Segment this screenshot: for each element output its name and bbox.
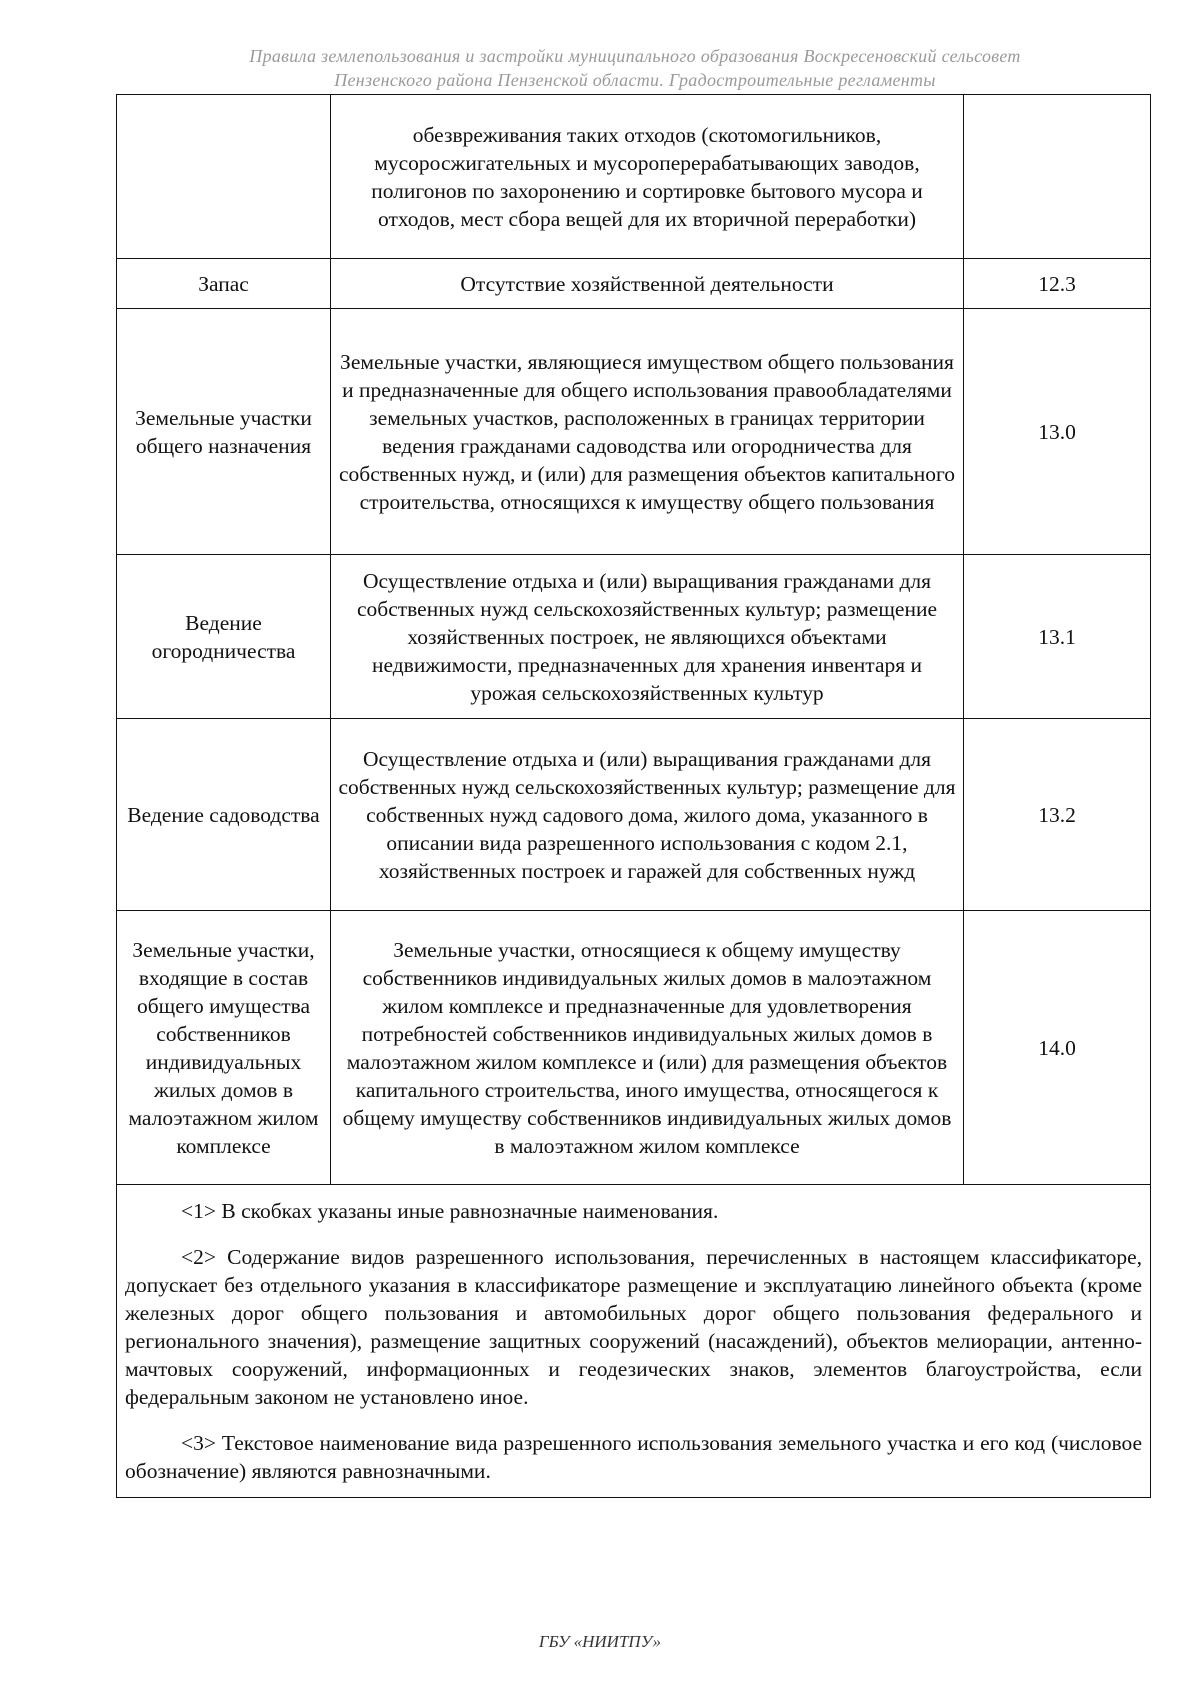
row-description-cell: Отсутствие хозяйственной деятельности: [331, 259, 964, 309]
row-description-cell: Осуществление отдыха и (или) выращивания гражданами для собственных нужд сельскохозяйственных культур; размещение хозяйственных построек, не являющихся объектами недвижимости, предназначенных для хранения инвентаря и урожая сельскохозяйственных культур: [331, 555, 964, 719]
table-row: [117, 259, 1151, 309]
table-row: [117, 555, 1151, 719]
row-name-cell: Ведение садоводства: [117, 719, 331, 911]
footnote-1: <1> В скобках указаны иные равнозначные наименования.: [181, 1199, 719, 1223]
row-name-cell: Ведение огородничества: [117, 555, 331, 719]
row-code-cell: 13.1: [964, 555, 1151, 719]
table-row: [117, 719, 1151, 911]
row-name-cell: Земельные участки, входящие в состав общего имущества собственников индивидуальных жилых домов в малоэтажном жилом комплексе: [117, 911, 331, 1185]
table-row: [117, 309, 1151, 555]
row-code-cell: 14.0: [964, 911, 1151, 1185]
notes-row: [117, 1185, 1151, 1498]
page-header: [110, 44, 1160, 92]
row-code-cell: 13.2: [964, 719, 1151, 911]
footnote-3: <3> Текстовое наименование вида разрешенного использования земельного участка и его код (числовое обозначение) являются равнозначными.: [125, 1431, 1142, 1483]
header-line-1: Правила землепользования и застройки муниципального образования Воскресеновский сельсовет: [249, 46, 1021, 66]
notes-cell: [117, 1185, 1151, 1498]
row-name-cell: [117, 95, 331, 259]
row-description-cell: обезвреживания таких отходов (скотомогильников, мусоросжигательных и мусороперерабатывающих заводов, полигонов по захоронению и сортировке бытового мусора и отходов, мест сбора вещей для их вторичной переработки): [331, 95, 964, 259]
row-name-cell: Земельные участки общего назначения: [117, 309, 331, 555]
row-description-cell: Земельные участки, относящиеся к общему имуществу собственников индивидуальных жилых домов в малоэтажном жилом комплексе и предназначенные для удовлетворения потребностей собственников индивидуальных жилых домов в малоэтажном жилом комплексе и (или) для размещения объектов капитального строительства, иного имущества, относящегося к общему имуществу собственников индивидуальных жилых домов в малоэтажном жилом комплексе: [331, 911, 964, 1185]
table-row: [117, 95, 1151, 259]
row-code-cell: 13.0: [964, 309, 1151, 555]
footnote-2: <2> Содержание видов разрешенного использования, перечисленных в настоящем классификаторе, допускает без отдельного указания в классификаторе размещение и эксплуатацию линейного объекта (кроме железных дорог общего пользования и автомобильных дорог общего пользования федерального и регионального значения), размещение защитных сооружений (насаждений), объектов мелиорации, антенно-мачтовых сооружений, информационных и геодезических знаков, элементов благоустройства, если федеральным законом не установлено иное.: [125, 1245, 1142, 1409]
page-footer: ГБУ «НИИТПУ»: [538, 1632, 662, 1651]
header-line-2: Пензенского района Пензенской области. Градостроительные регламенты: [334, 70, 936, 90]
row-name-cell: Запас: [117, 259, 331, 309]
row-code-cell: 12.3: [964, 259, 1151, 309]
table-row: [117, 911, 1151, 1185]
land-use-table: [116, 94, 1151, 1498]
row-description-cell: Осуществление отдыха и (или) выращивания гражданами для собственных нужд сельскохозяйственных культур; размещение для собственных нужд садового дома, жилого дома, указанного в описании вида разрешенного использования с кодом 2.1, хозяйственных построек и гаражей для собственных нужд: [331, 719, 964, 911]
row-description-cell: Земельные участки, являющиеся имуществом общего пользования и предназначенные для общего использования правообладателями земельных участков, расположенных в границах территории ведения гражданами садоводства или огородничества для собственных нужд, и (или) для размещения объектов капитального строительства, относящихся к имуществу общего пользования: [331, 309, 964, 555]
row-code-cell: [964, 95, 1151, 259]
